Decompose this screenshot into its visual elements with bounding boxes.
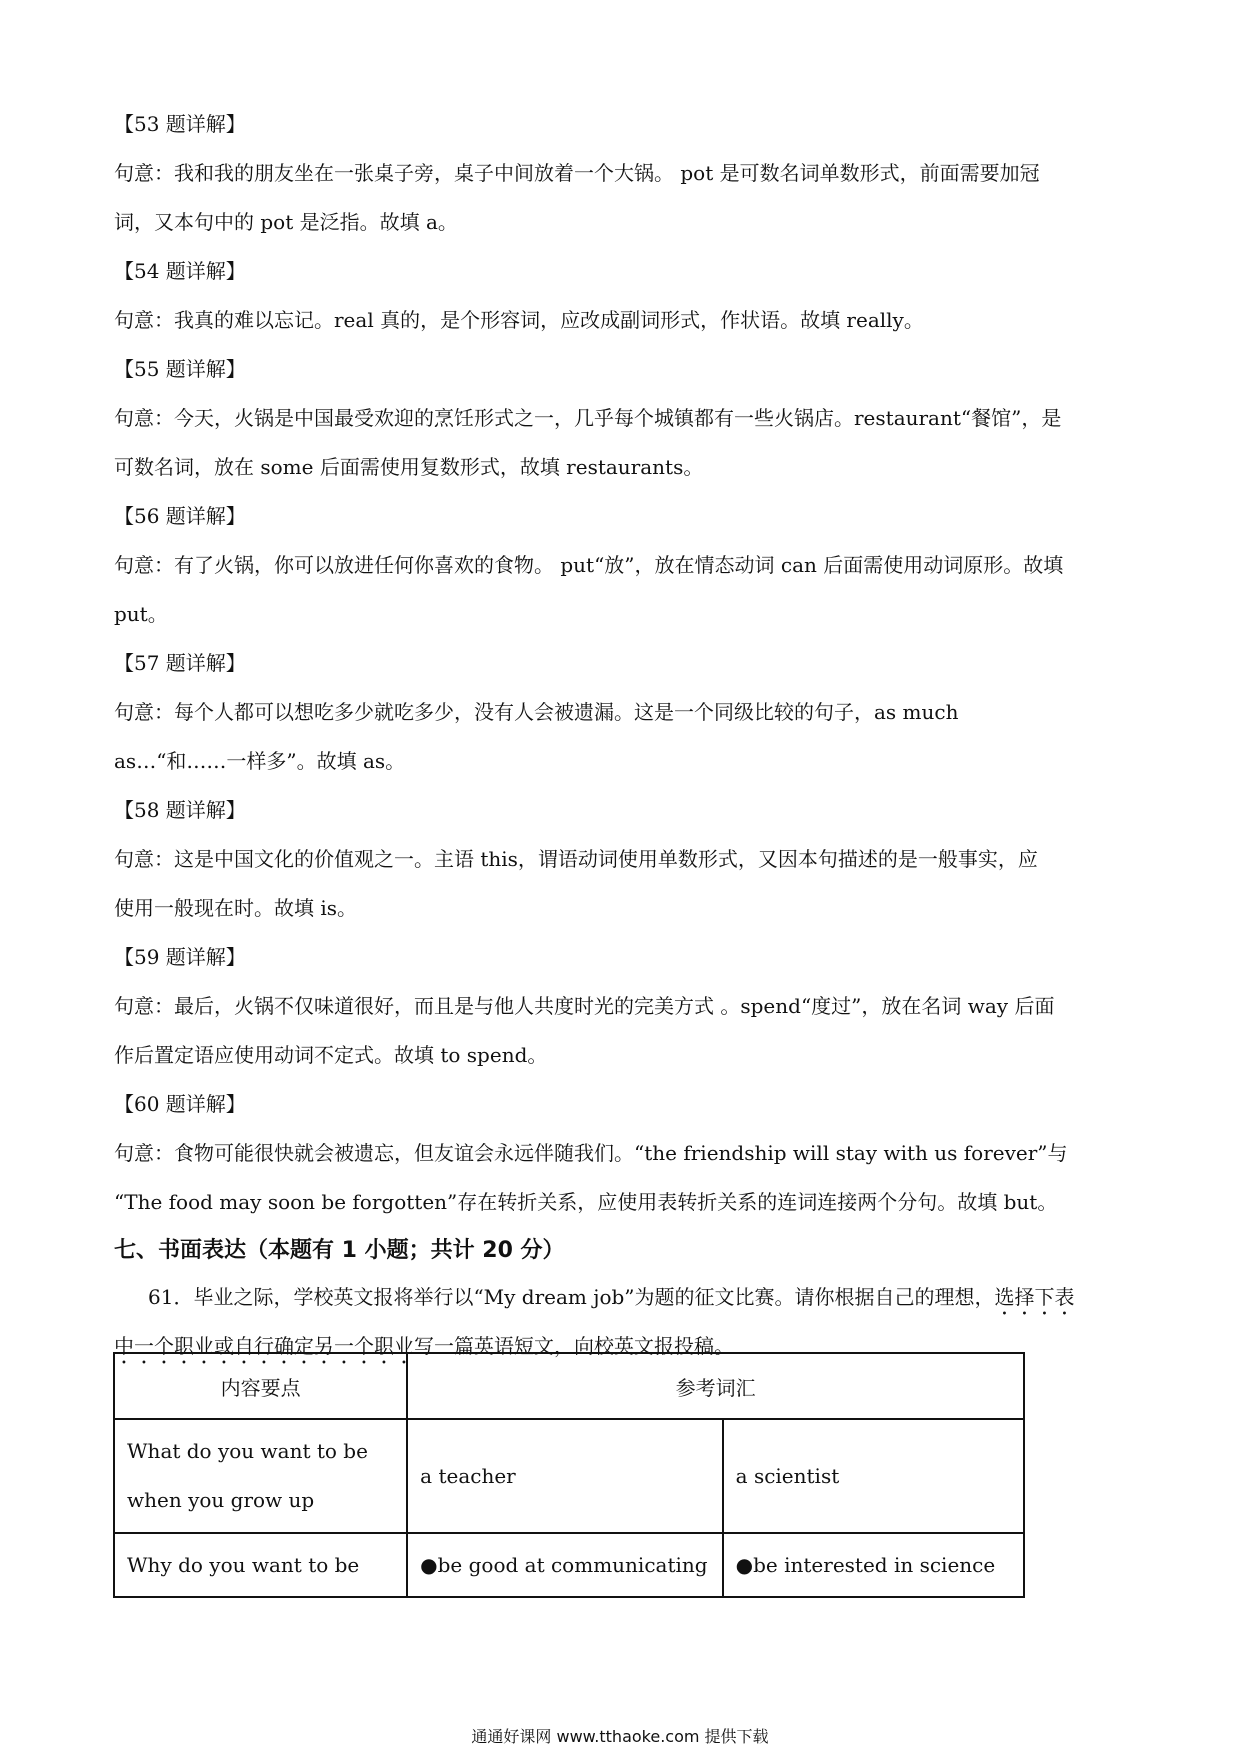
explanation-line: 可数名词，放在 some 后面需使用复数形式，故填 restaurants。 [114, 455, 704, 479]
table-row [114, 1533, 1024, 1597]
explanation-line: 句意：我和我的朋友坐在一张桌子旁，桌子中间放着一个大锅。 pot 是可数名词单数形式，前面需要加冠 [114, 161, 1040, 185]
explanation-54 [114, 247, 1134, 345]
explanation-57 [114, 639, 1134, 786]
explanation-heading: 【54 题详解】 [114, 259, 246, 283]
explanation-heading: 【55 题详解】 [114, 357, 246, 381]
explanation-line: 句意：每个人都可以想吃多少就吃多少，没有人会被遗漏。这是一个同级比较的句子，as much [114, 700, 959, 724]
explanation-line: 作后置定语应使用动词不定式。故填 to spend。 [114, 1043, 548, 1067]
task-text: 61．毕业之际，学校英文报将举行以“My dream job”为题的征文比赛。请你根据自己的理想， [148, 1285, 995, 1309]
writing-task-line-1 [114, 1273, 1134, 1322]
explanation-line: put。 [114, 602, 168, 626]
explanation-line: 句意：我真的难以忘记。real 真的，是个形容词，应改成副词形式，作状语。故填 really。 [114, 308, 924, 332]
table-cell: ●be interested in science [723, 1533, 1024, 1597]
table-cell: What do you want to be when you grow up [114, 1419, 407, 1533]
table-cell: ●be good at communicating [407, 1533, 722, 1597]
table-header-cell: 内容要点 [114, 1353, 407, 1419]
explanation-heading: 【59 题详解】 [114, 945, 246, 969]
table-header-row [114, 1353, 1024, 1419]
table-cell: a teacher [407, 1419, 722, 1533]
explanation-heading: 【57 题详解】 [114, 651, 246, 675]
explanation-line: as…“和……一样多”。故填 as。 [114, 749, 406, 773]
explanation-53 [114, 100, 1134, 247]
writing-requirements-table [113, 1352, 1025, 1598]
explanation-heading: 【56 题详解】 [114, 504, 246, 528]
task-emphasis-text: 中一个职业或自行确定另一个职业 [114, 1334, 414, 1358]
task-text: 写一篇英语短文，向校英文报投稿。 [414, 1334, 734, 1358]
explanation-line: 词，又本句中的 pot 是泛指。故填 a。 [114, 210, 458, 234]
explanation-heading: 【58 题详解】 [114, 798, 246, 822]
explanation-line: “The food may soon be forgotten”存在转折关系，应使用表转折关系的连词连接两个分句。故填 but。 [114, 1190, 1058, 1214]
answer-explanations [114, 100, 1134, 1371]
explanation-56 [114, 492, 1134, 639]
explanation-line: 句意：有了火锅，你可以放进任何你喜欢的食物。 put“放”，放在情态动词 can 后面需使用动词原形。故填 [114, 553, 1064, 577]
table-header-cell: 参考词汇 [407, 1353, 1024, 1419]
table-cell: a scientist [723, 1419, 1024, 1533]
explanation-58 [114, 786, 1134, 933]
explanation-line: 句意：这是中国文化的价值观之一。主语 this，谓语动词使用单数形式，又因本句描述的是一般事实，应 [114, 847, 1038, 871]
explanation-heading: 【60 题详解】 [114, 1092, 246, 1116]
explanation-60 [114, 1080, 1134, 1227]
explanation-line: 句意：食物可能很快就会被遗忘，但友谊会永远伴随我们。“the friendship will stay with us forever”与 [114, 1141, 1068, 1165]
table-cell: Why do you want to be [114, 1533, 407, 1597]
table-row [114, 1419, 1024, 1533]
explanation-55 [114, 345, 1134, 492]
explanation-line: 句意：今天，火锅是中国最受欢迎的烹饪形式之一，几乎每个城镇都有一些火锅店。restaurant“餐馆”，是 [114, 406, 1062, 430]
explanation-59 [114, 933, 1134, 1080]
explanation-heading: 【53 题详解】 [114, 112, 246, 136]
task-emphasis-text: 选择下表 [994, 1285, 1075, 1309]
section-title: 七、书面表达（本题有 1 小题；共计 20 分） [114, 1238, 565, 1263]
explanation-line: 使用一般现在时。故填 is。 [114, 896, 358, 920]
explanation-line: 句意：最后，火锅不仅味道很好，而且是与他人共度时光的完美方式 。spend“度过”，放在名词 way 后面 [114, 994, 1055, 1018]
page-footer: 通通好课网 www.tthaoke.com 提供下载 [471, 1727, 769, 1746]
